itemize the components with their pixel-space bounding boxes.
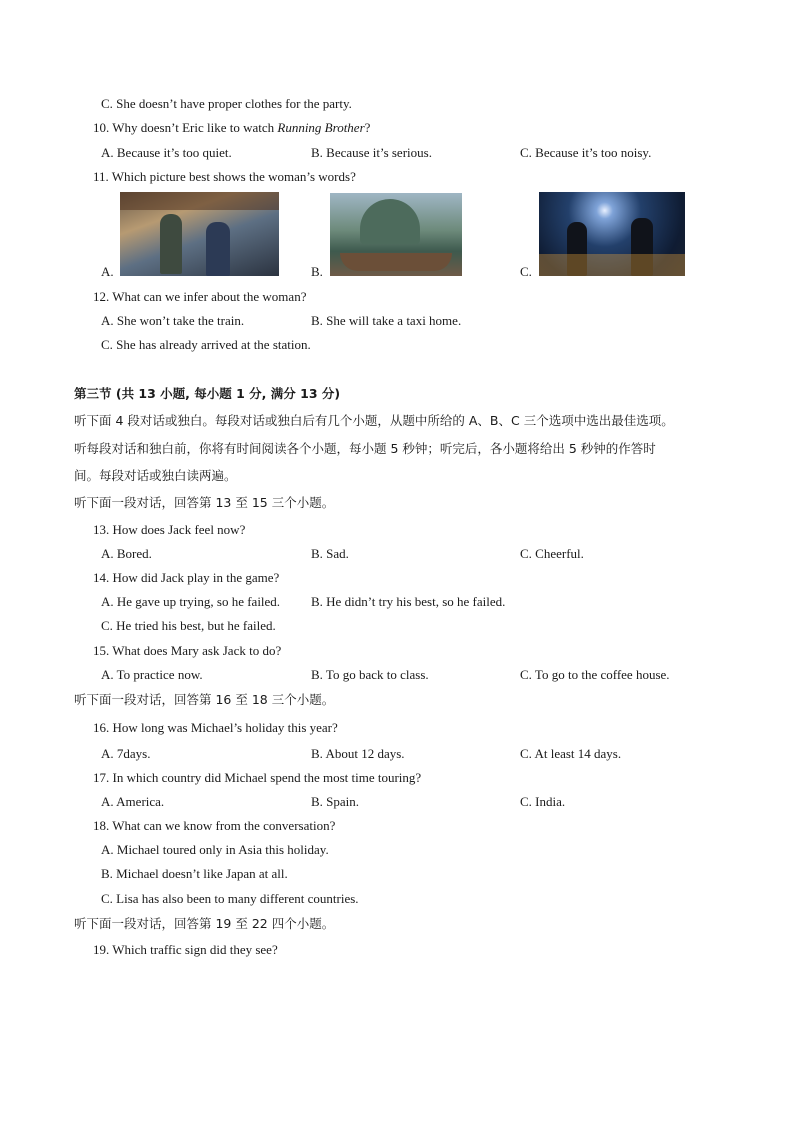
q11-picture-c [539,192,685,276]
q16-option-a: A. 7days. [101,746,151,761]
q14-option-b: B. He didn’t try his best, so he failed. [311,594,506,609]
q11-label-a: A. [101,264,114,279]
q16-stem: 16. How long was Michael’s holiday this year? [93,720,338,735]
q13-option-a: A. Bored. [101,546,152,561]
q11-picture-b [330,193,462,276]
q10-option-c: C. Because it’s too noisy. [520,145,652,160]
q14-stem: 14. How did Jack play in the game? [93,570,280,585]
q10-option-a: A. Because it’s too quiet. [101,145,232,160]
q11-label-b: B. [311,264,323,279]
q18-option-c: C. Lisa has also been to many different countries. [101,891,359,906]
q10-stem-end: ? [364,120,371,135]
q10-stem-text: 10. Why doesn’t Eric like to watch [93,120,278,135]
q12-option-c: C. She has already arrived at the station. [101,337,311,352]
q15-option-c: C. To go to the coffee house. [520,667,670,682]
q11-label-c: C. [520,264,532,279]
q17-stem: 17. In which country did Michael spend the most time touring? [93,770,422,785]
q12-option-b: B. She will take a taxi home. [311,313,462,328]
q10-stem [93,120,370,136]
q15-option-b: B. To go back to class. [311,667,429,682]
q14-option-a: A. He gave up trying, so he failed. [101,594,281,609]
section-3-instructions-3: 间。每段对话或独白读两遍。 [74,468,237,483]
q11-picture-a [120,192,279,276]
q10-option-b: B. Because it’s serious. [311,145,432,160]
q13-stem: 13. How does Jack feel now? [93,522,246,537]
q17-option-b: B. Spain. [311,794,360,809]
q16-option-b: B. About 12 days. [311,746,405,761]
q16-option-c: C. At least 14 days. [520,746,622,761]
q11-stem: 11. Which picture best shows the woman’s words? [93,169,356,184]
q18-option-b: B. Michael doesn’t like Japan at all. [101,866,288,881]
section-3-instructions-2: 听每段对话和独白前，你将有时间阅读各个小题，每小题 5 秒钟；听完后，各小题将给出 5 秒钟的作答时 [74,441,656,456]
q17-option-a: A. America. [101,794,165,809]
q19-stem: 19. Which traffic sign did they see? [93,942,278,957]
q13-option-c: C. Cheerful. [520,546,584,561]
q14-option-c: C. He tried his best, but he failed. [101,618,276,633]
q15-stem: 15. What does Mary ask Jack to do? [93,643,282,658]
q12-option-a: A. She won’t take the train. [101,313,245,328]
q9-option-c: C. She doesn’t have proper clothes for the party. [101,96,352,111]
dialogue-1-intro: 听下面一段对话，回答第 13 至 15 三个小题。 [74,495,335,510]
q15-option-a: A. To practice now. [101,667,203,682]
q13-option-b: B. Sad. [311,546,349,561]
q12-stem: 12. What can we infer about the woman? [93,289,307,304]
dialogue-3-intro: 听下面一段对话，回答第 19 至 22 四个小题。 [74,916,335,931]
section-3-instructions-1: 听下面 4 段对话或独白。每段对话或独白后有几个小题，从题中所给的 A、B、C 三个选项中选出最佳选项。 [74,413,674,428]
q18-stem: 18. What can we know from the conversation? [93,818,336,833]
q10-stem-title: Running Brother [277,120,365,135]
q18-option-a: A. Michael toured only in Asia this holiday. [101,842,329,857]
q17-option-c: C. India. [520,794,566,809]
dialogue-2-intro: 听下面一段对话，回答第 16 至 18 三个小题。 [74,692,335,707]
section-3-heading: 第三节 (共 13 小题, 每小题 1 分, 满分 13 分) [74,386,341,401]
